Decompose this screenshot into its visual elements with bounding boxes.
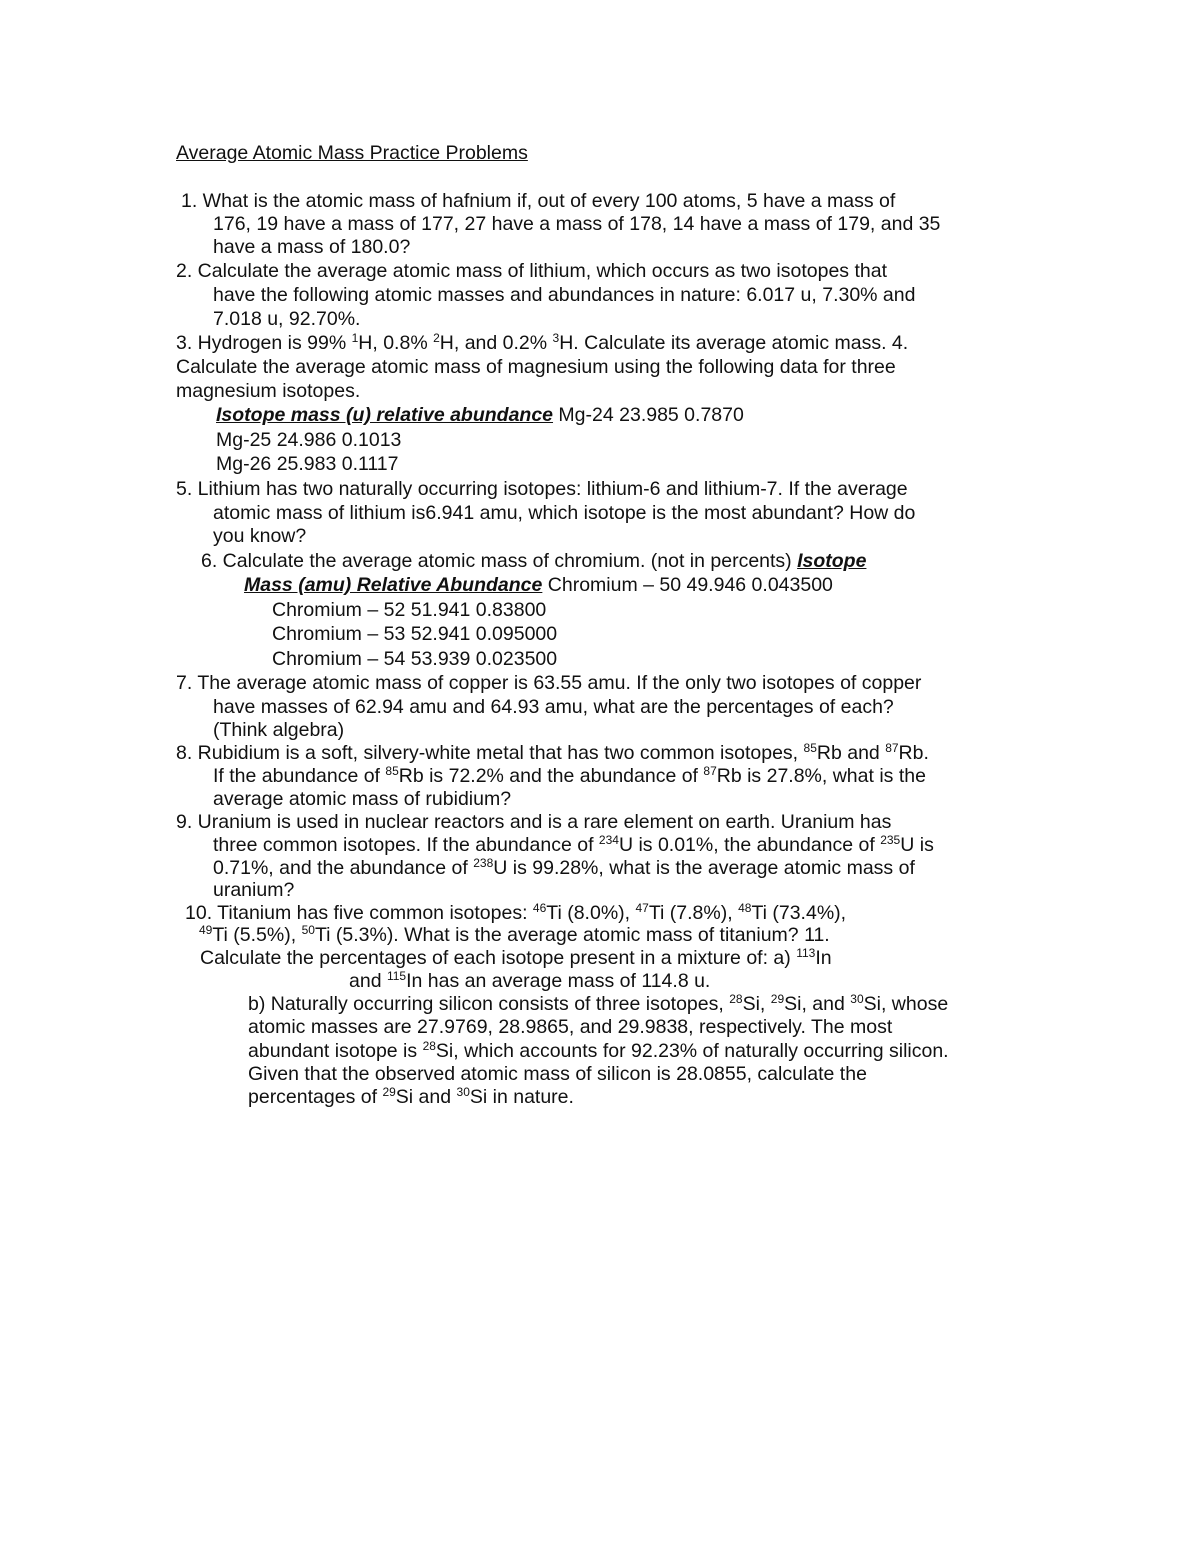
question-9-line-4: uranium? [213, 879, 295, 901]
question-7-line-2: have masses of 62.94 amu and 64.93 amu, what are the percentages of each? [213, 696, 894, 718]
q10-superscript-46: 46 [532, 901, 547, 915]
q8-superscript-87: 87 [885, 741, 899, 755]
q9-superscript-238: 238 [473, 856, 494, 870]
q6-text: 6. Calculate the average atomic mass of chromium. (not in percents) [201, 550, 798, 572]
question-2-line-1: 2. Calculate the average atomic mass of lithium, which occurs as two isotopes that [176, 260, 887, 282]
question-4-line-1: Calculate the average atomic mass of magnesium using the following data for three [176, 356, 896, 378]
q8-text-e: Rb is 72.2% and the abundance of [398, 765, 704, 787]
question-2-line-3: 7.018 u, 92.70%. [213, 308, 361, 330]
q3-superscript-3: 3 [552, 331, 560, 345]
q3-text-a: 3. Hydrogen is 99% [176, 332, 352, 354]
question-7-line-3: (Think algebra) [213, 719, 345, 741]
magnesium-row-mg26: Mg-26 25.983 0.1117 [216, 453, 399, 475]
chromium-row-54: Chromium – 54 53.939 0.023500 [272, 648, 558, 670]
chromium-row-50: Chromium – 50 49.946 0.043500 [542, 574, 833, 596]
question-2-line-2: have the following atomic masses and abundances in nature: 6.017 u, 7.30% and [213, 284, 916, 306]
question-1-line-3: have a mass of 180.0? [213, 236, 411, 258]
chromium-table-header-row [244, 573, 833, 597]
q11b-text-d: Si, whose [863, 993, 949, 1015]
question-11-line-1 [200, 946, 832, 970]
chromium-table-header-part-1: Isotope [797, 550, 867, 572]
q10-superscript-47: 47 [635, 901, 649, 915]
q10-superscript-49: 49 [199, 923, 213, 937]
question-11-line-2 [349, 969, 710, 993]
q11b-text-f: Si, which accounts for 92.23% of naturally occurring silicon. [435, 1040, 949, 1062]
q10-superscript-48: 48 [738, 901, 752, 915]
q11-superscript-113: 113 [796, 946, 816, 960]
magnesium-row-mg25: Mg-25 24.986 0.1013 [216, 429, 402, 451]
q9-superscript-234: 234 [598, 833, 619, 847]
q11b-text-a: b) Naturally occurring silicon consists of three isotopes, [248, 993, 730, 1015]
question-6-line-1 [201, 549, 866, 573]
q8-text-c: Rb. [898, 742, 929, 764]
q9-text-e: U is 99.28%, what is the average atomic mass of [493, 857, 915, 879]
q11-text-a: Calculate the percentages of each isotope present in a mixture of: a) [200, 947, 797, 969]
q9-text-a: three common isotopes. If the abundance of [213, 834, 599, 856]
chromium-row-53: Chromium – 53 52.941 0.095000 [272, 623, 558, 645]
question-5-line-1: 5. Lithium has two naturally occurring isotopes: lithium-6 and lithium-7. If the average [176, 478, 908, 500]
q11b-text-h: Si and [395, 1086, 457, 1108]
q9-text-c: U is [900, 834, 934, 856]
q10-text-a: 10. Titanium has five common isotopes: [185, 902, 533, 924]
q10-text-d: Ti (73.4%), [751, 902, 847, 924]
q8-text-d: If the abundance of [213, 765, 386, 787]
q11b-text-c: Si, and [784, 993, 851, 1015]
q8-superscript-85b: 85 [385, 764, 399, 778]
q11b-text-i: Si in nature. [469, 1086, 574, 1108]
question-11b-line-3 [248, 1039, 949, 1063]
q9-superscript-235: 235 [880, 833, 901, 847]
q11b-text-b: Si, [742, 993, 771, 1015]
q8-superscript-87b: 87 [703, 764, 717, 778]
question-11b-line-1 [248, 992, 948, 1016]
q11-text-c: and [349, 970, 387, 992]
chromium-row-52: Chromium – 52 51.941 0.83800 [272, 599, 547, 621]
q3-text-b: H, 0.8% [358, 332, 434, 354]
q11b-superscript-28: 28 [729, 992, 743, 1006]
q11-superscript-115: 115 [386, 969, 407, 983]
q3-text-d: H. Calculate its average atomic mass. 4. [559, 332, 909, 354]
q11b-superscript-29: 29 [770, 992, 785, 1006]
q11b-text-g: percentages of [248, 1086, 383, 1108]
q9-text-d: 0.71%, and the abundance of [213, 857, 474, 879]
question-1-line-1: 1. What is the atomic mass of hafnium if, out of every 100 atoms, 5 have a mass of [181, 190, 896, 212]
magnesium-table-header-row [216, 403, 744, 427]
question-3-line [176, 331, 908, 355]
q8-superscript-85: 85 [803, 741, 817, 755]
q11b-superscript-30: 30 [850, 992, 864, 1006]
q3-text-c: H, and 0.2% [439, 332, 553, 354]
q10-text-e: Ti (5.5%), [212, 924, 302, 946]
question-11b-line-2: atomic masses are 27.9769, 28.9865, and 29.9838, respectively. The most [248, 1016, 893, 1038]
q9-text-b: U is 0.01%, the abundance of [618, 834, 881, 856]
page-title: Average Atomic Mass Practice Problems [176, 142, 528, 164]
question-4-line-2: magnesium isotopes. [176, 380, 361, 402]
question-10-line-2 [199, 923, 830, 947]
question-1-line-2: 176, 19 have a mass of 177, 27 have a mass of 178, 14 have a mass of 179, and 35 [213, 213, 941, 235]
chromium-table-header-part-2: Mass (amu) Relative Abundance [244, 574, 543, 596]
question-5-line-2: atomic mass of lithium is6.941 amu, which isotope is the most abundant? How do [213, 502, 916, 524]
q11b-superscript-28b: 28 [422, 1039, 436, 1053]
question-7-line-1: 7. The average atomic mass of copper is 63.55 amu. If the only two isotopes of copper [176, 672, 922, 694]
q10-text-f: Ti (5.3%). What is the average atomic mass of titanium? 11. [314, 924, 830, 946]
question-9-line-3 [213, 856, 915, 880]
magnesium-table-header: Isotope mass (u) relative abundance [216, 404, 554, 426]
q11b-superscript-30b: 30 [456, 1085, 470, 1099]
q11b-text-e: abundant isotope is [248, 1040, 423, 1062]
question-9-line-1: 9. Uranium is used in nuclear reactors and is a rare element on earth. Uranium has [176, 811, 892, 833]
q8-text-b: Rb and [816, 742, 886, 764]
q3-superscript-2: 2 [433, 331, 440, 345]
q8-text-a: 8. Rubidium is a soft, silvery-white metal that has two common isotopes, [176, 742, 804, 764]
q11b-superscript-29b: 29 [382, 1085, 396, 1099]
question-11b-line-4: Given that the observed atomic mass of silicon is 28.0855, calculate the [248, 1063, 867, 1085]
question-8-line-3: average atomic mass of rubidium? [213, 788, 512, 810]
question-10-line-1 [185, 901, 846, 925]
question-11b-line-5 [248, 1085, 574, 1109]
q10-text-b: Ti (8.0%), [546, 902, 636, 924]
magnesium-row-mg24: Mg-24 23.985 0.7870 [553, 404, 744, 426]
q10-superscript-50: 50 [301, 923, 315, 937]
question-8-line-1 [176, 741, 929, 765]
question-5-line-3: you know? [213, 525, 307, 547]
question-8-line-2 [213, 764, 926, 788]
question-9-line-2 [213, 833, 934, 857]
q3-superscript-1: 1 [351, 331, 359, 345]
q10-text-c: Ti (7.8%), [648, 902, 739, 924]
q8-text-f: Rb is 27.8%, what is the [716, 765, 926, 787]
q11-text-b: In [815, 947, 832, 969]
q11-text-d: In has an average mass of 114.8 u. [406, 970, 711, 992]
